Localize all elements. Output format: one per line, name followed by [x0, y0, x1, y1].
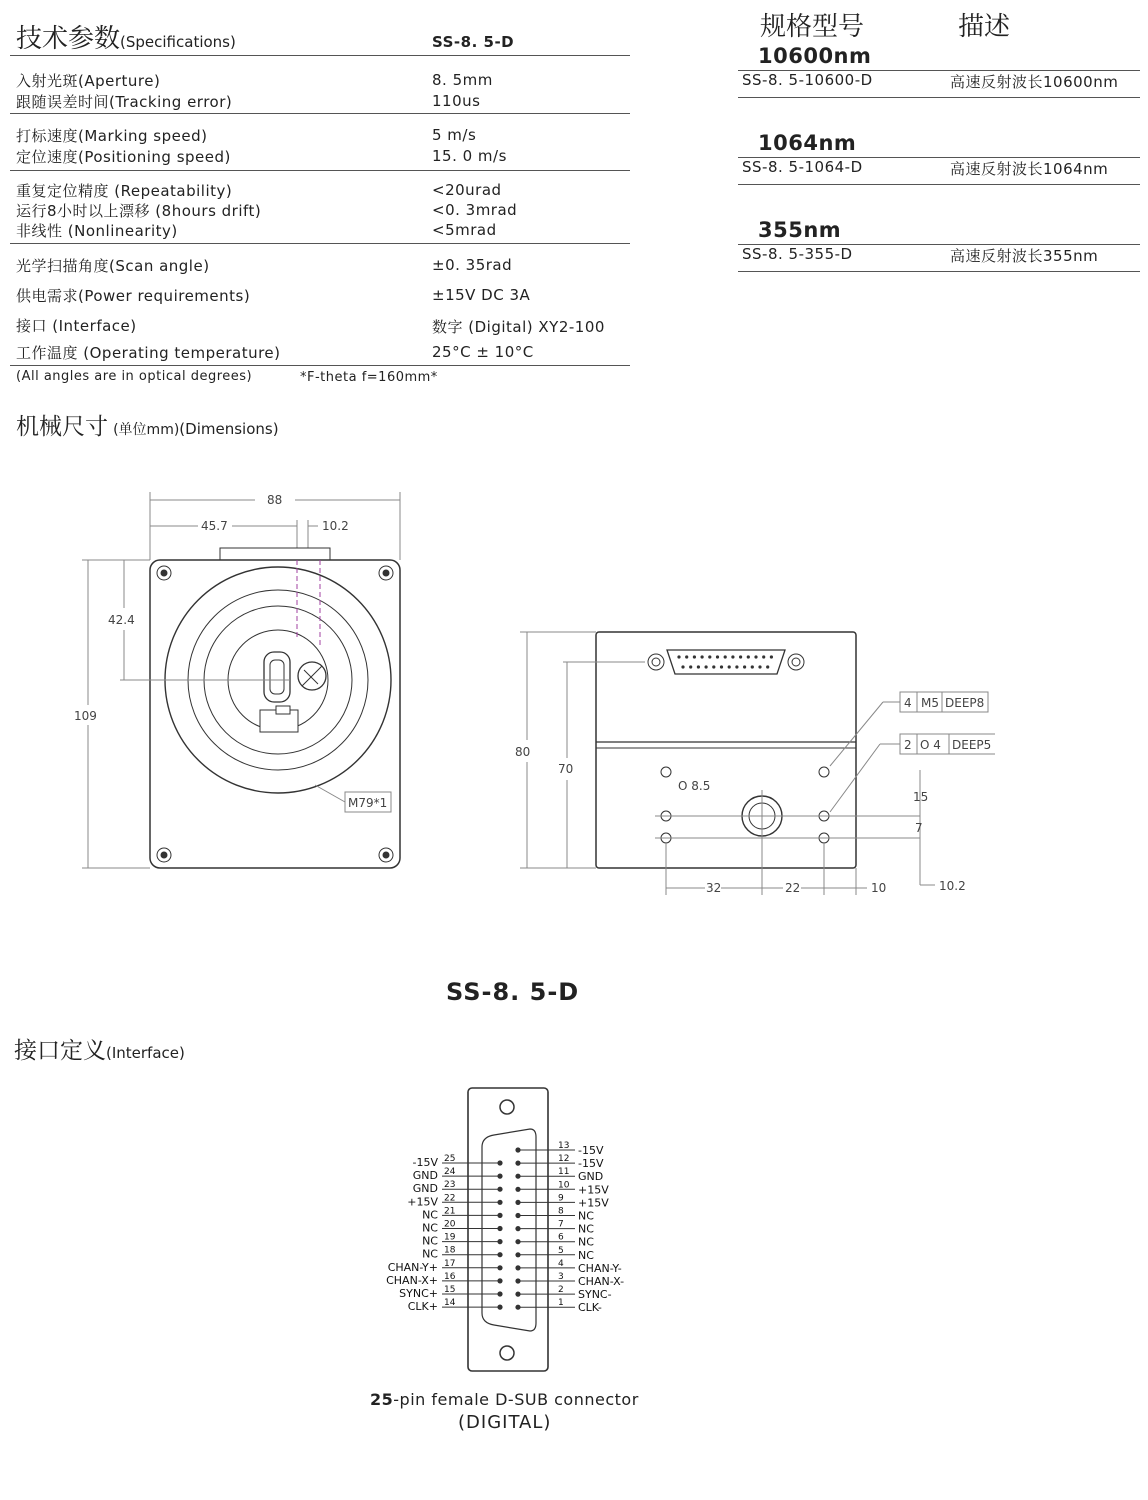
pin-number: 16	[444, 1271, 456, 1282]
pin-dot	[515, 1226, 520, 1231]
pin-dot	[515, 1161, 520, 1166]
spec-value: 15. 0 m/s	[432, 147, 507, 165]
specs-title	[16, 18, 236, 55]
model-description: 高速反射波长1064nm	[950, 160, 1109, 178]
spec-label: 非线性 (Nonlinearity)	[16, 222, 178, 240]
spec-label: 光学扫描角度(Scan angle)	[16, 257, 210, 275]
pin-number: 5	[558, 1245, 564, 1256]
connector-caption-pins: 25	[370, 1390, 394, 1409]
pin-signal: +15V	[578, 1196, 609, 1210]
spec-value: 8. 5mm	[432, 71, 493, 89]
specs-title-en: (Specifications)	[120, 33, 236, 51]
pin-signal: CHAN-Y+	[387, 1260, 438, 1274]
pin-dot	[497, 1252, 502, 1257]
side-v2-label: 7	[915, 821, 923, 835]
db25-pin-dot	[677, 655, 680, 658]
db25-pin-dot	[712, 665, 715, 668]
pin-signal: NC	[578, 1248, 594, 1262]
db25-pin-dot	[754, 655, 757, 658]
pin-dot	[497, 1187, 502, 1192]
pin-number: 18	[444, 1245, 456, 1256]
pin-number: 22	[444, 1193, 456, 1204]
pin-signal: NC	[422, 1221, 438, 1235]
side-h3-label: 10	[871, 881, 887, 895]
model-code: SS-8. 5-10600-D	[742, 71, 873, 89]
db25-pin-dot	[731, 655, 734, 658]
pin-signal: NC	[422, 1208, 438, 1222]
connector-caption-text: -pin female D-SUB connector	[393, 1390, 639, 1409]
pin-dot	[497, 1239, 502, 1244]
model-wavelength: 355nm	[758, 218, 842, 242]
model-code: SS-8. 5-1064-D	[742, 158, 863, 176]
connector-caption	[370, 1390, 639, 1409]
db25-pin-dot	[735, 665, 738, 668]
pin-dot	[515, 1292, 520, 1297]
pin-number: 4	[558, 1258, 564, 1269]
pin-dot	[515, 1252, 520, 1257]
pin-dot	[515, 1174, 520, 1179]
pin-signal: GND	[578, 1170, 604, 1184]
pin-dot	[497, 1200, 502, 1205]
specs-divider	[10, 55, 630, 56]
interface-title	[14, 1032, 185, 1065]
spec-value: ±0. 35rad	[432, 256, 513, 274]
spec-value: <20urad	[432, 181, 502, 199]
front-thread-label: M79*1	[348, 796, 388, 810]
pin-number: 12	[558, 1154, 570, 1165]
specs-footnote-left: (All angles are in optical degrees)	[16, 369, 253, 384]
db25-pin-dot	[708, 655, 711, 658]
pin-number: 7	[558, 1219, 564, 1230]
model-description: 高速反射波长10600nm	[950, 73, 1119, 91]
spec-value: 数字 (Digital) XY2-100	[432, 318, 605, 336]
dimensions-title	[16, 408, 279, 441]
pin-signal: SYNC-	[578, 1288, 612, 1302]
pin-signal: NC	[578, 1209, 594, 1223]
db25-pin-dot	[716, 655, 719, 658]
db25-pin-dot	[747, 655, 750, 658]
front-view-drawing	[60, 480, 420, 880]
side-h2-label: 22	[785, 881, 801, 895]
pin-dot	[515, 1239, 520, 1244]
db25-pin-dot	[766, 665, 769, 668]
pin-dot	[515, 1147, 520, 1152]
db25-pin-dot	[720, 665, 723, 668]
spec-label: 定位速度(Positioning speed)	[16, 148, 231, 166]
pin-dot	[515, 1278, 520, 1283]
front-height-label: 109	[74, 709, 97, 723]
model-code: SS-8. 5-355-D	[742, 245, 853, 263]
db25-pin-dot	[705, 665, 708, 668]
dimensions-title-unit: (单位mm)	[113, 422, 180, 438]
db25-pin-dot	[685, 655, 688, 658]
pin-signal: -15V	[578, 1157, 604, 1171]
spec-value: <0. 3mrad	[432, 201, 518, 219]
pin-signal: GND	[412, 1169, 438, 1183]
side-height-label: 80	[515, 745, 531, 759]
pin-number: 11	[558, 1167, 570, 1178]
db25-pin-dot	[724, 655, 727, 658]
pin-signal: CLK-	[578, 1301, 602, 1315]
hole2-spec: O 4	[920, 738, 941, 752]
db25-pin-dot	[751, 665, 754, 668]
model-wavelength: 1064nm	[758, 131, 857, 155]
db25-pin-dot	[681, 665, 684, 668]
db25-pin-dot	[701, 655, 704, 658]
pin-number: 9	[558, 1193, 564, 1204]
specs-title-cn: 技术参数	[16, 24, 121, 54]
pin-dot	[497, 1265, 502, 1270]
spec-divider	[10, 170, 630, 171]
pin-dot	[515, 1200, 520, 1205]
side-v1-label: 15	[913, 790, 929, 804]
side-h4-label: 10.2	[939, 879, 966, 893]
pin-dot	[515, 1187, 520, 1192]
interface-title-cn: 接口定义	[14, 1038, 106, 1064]
spec-value: 25°C ± 10°C	[432, 343, 534, 361]
side-h1-label: 32	[706, 881, 722, 895]
pin-number: 25	[444, 1154, 456, 1164]
spec-divider	[10, 113, 630, 114]
db25-pin-dot	[693, 655, 696, 658]
db25-pin-dot	[770, 655, 773, 658]
models-header-desc: 描述	[958, 12, 1011, 42]
spec-value: 110us	[432, 92, 481, 110]
aperture-label: O 8.5	[678, 779, 711, 793]
pin-signal: SYNC+	[399, 1287, 438, 1300]
pin-dot	[515, 1213, 520, 1218]
pin-number: 6	[558, 1232, 564, 1243]
pin-dot	[497, 1291, 502, 1296]
spec-divider	[10, 365, 630, 366]
spec-label: 工作温度 (Operating temperature)	[16, 344, 281, 362]
pin-number: 8	[558, 1206, 564, 1217]
pin-dot	[515, 1265, 520, 1270]
specs-footnote-right: *F-theta f=160mm*	[300, 370, 438, 385]
dimensions-title-en: (Dimensions)	[179, 420, 279, 438]
db25-pin-dot	[762, 655, 765, 658]
pin-dot	[497, 1278, 502, 1283]
pin-number: 24	[444, 1167, 456, 1178]
hole1-count: 4	[904, 696, 912, 710]
pin-signal: NC	[422, 1247, 438, 1261]
spec-label: 供电需求(Power requirements)	[16, 287, 251, 305]
models-header-model: 规格型号	[760, 12, 865, 42]
db25-pin-dot	[743, 665, 746, 668]
hole1-depth: DEEP8	[945, 696, 985, 710]
db25-pin-dot	[689, 665, 692, 668]
connector-caption-sub: (DIGITAL)	[458, 1412, 552, 1433]
pin-signal: NC	[578, 1222, 594, 1236]
front-height-offset-label: 42.4	[108, 613, 135, 627]
pin-dot	[497, 1160, 502, 1165]
pin-number: 17	[444, 1258, 456, 1269]
model-divider	[738, 271, 1140, 272]
model-caption: SS-8. 5-D	[446, 978, 580, 1006]
side-view-drawing	[515, 620, 995, 910]
model-wavelength: 10600nm	[758, 44, 872, 68]
spec-label: 接口 (Interface)	[16, 317, 137, 335]
front-offset2-label: 10.2	[322, 519, 349, 533]
pin-signal: NC	[578, 1235, 594, 1249]
front-offset-label: 45.7	[201, 519, 228, 533]
pin-signal: CLK+	[407, 1300, 438, 1314]
db25-connector-diagram	[370, 1085, 660, 1375]
hole2-count: 2	[904, 738, 912, 752]
pin-number: 2	[558, 1285, 564, 1296]
dimensions-title-cn: 机械尺寸	[16, 414, 108, 440]
spec-label: 运行8小时以上漂移 (8hours drift)	[16, 202, 262, 220]
pin-number: 10	[558, 1180, 570, 1191]
model-description: 高速反射波长355nm	[950, 247, 1099, 265]
pin-dot	[497, 1305, 502, 1310]
pin-signal: -15V	[412, 1156, 438, 1169]
pin-number: 21	[444, 1206, 456, 1217]
hole2-depth: DEEP5	[952, 738, 992, 752]
interface-title-en: (Interface)	[106, 1044, 185, 1062]
specs-model: SS-8. 5-D	[432, 33, 515, 51]
spec-value: ±15V DC 3A	[432, 286, 531, 304]
pin-signal: CHAN-X-	[578, 1275, 625, 1288]
spec-value: <5mrad	[432, 221, 497, 239]
spec-label: 重复定位精度 (Repeatability)	[16, 182, 233, 200]
spec-divider	[10, 243, 630, 244]
hole1-spec: M5	[921, 696, 939, 710]
db25-pin-dot	[697, 665, 700, 668]
spec-value: 5 m/s	[432, 126, 477, 144]
model-divider	[738, 184, 1140, 185]
db25-pin-dot	[758, 665, 761, 668]
spec-label: 打标速度(Marking speed)	[16, 127, 208, 145]
db25-pin-dot	[739, 655, 742, 658]
spec-label: 跟随误差时间(Tracking error)	[16, 93, 233, 111]
pin-signal: CHAN-Y-	[578, 1261, 622, 1275]
pin-signal: NC	[422, 1234, 438, 1248]
pin-number: 15	[444, 1285, 456, 1295]
pin-number: 19	[444, 1232, 456, 1243]
pin-number: 23	[444, 1180, 456, 1191]
pin-signal: -15V	[578, 1144, 604, 1157]
model-divider	[738, 97, 1140, 98]
spec-label: 入射光斑(Aperture)	[16, 72, 161, 90]
pin-number: 13	[558, 1141, 570, 1151]
front-width-label: 88	[267, 493, 283, 507]
pin-dot	[497, 1174, 502, 1179]
side-connector-height-label: 70	[558, 762, 574, 776]
db25-pin-dot	[728, 665, 731, 668]
pin-number: 14	[444, 1298, 456, 1309]
pin-number: 1	[558, 1298, 564, 1309]
pin-dot	[497, 1226, 502, 1231]
pin-dot	[515, 1305, 520, 1310]
pin-signal: CHAN-X+	[386, 1273, 438, 1287]
pin-signal: +15V	[407, 1195, 438, 1209]
pin-number: 20	[444, 1219, 456, 1230]
pin-dot	[497, 1213, 502, 1218]
pin-number: 3	[558, 1272, 564, 1282]
pin-signal: GND	[412, 1182, 438, 1196]
pin-signal: +15V	[578, 1183, 609, 1197]
